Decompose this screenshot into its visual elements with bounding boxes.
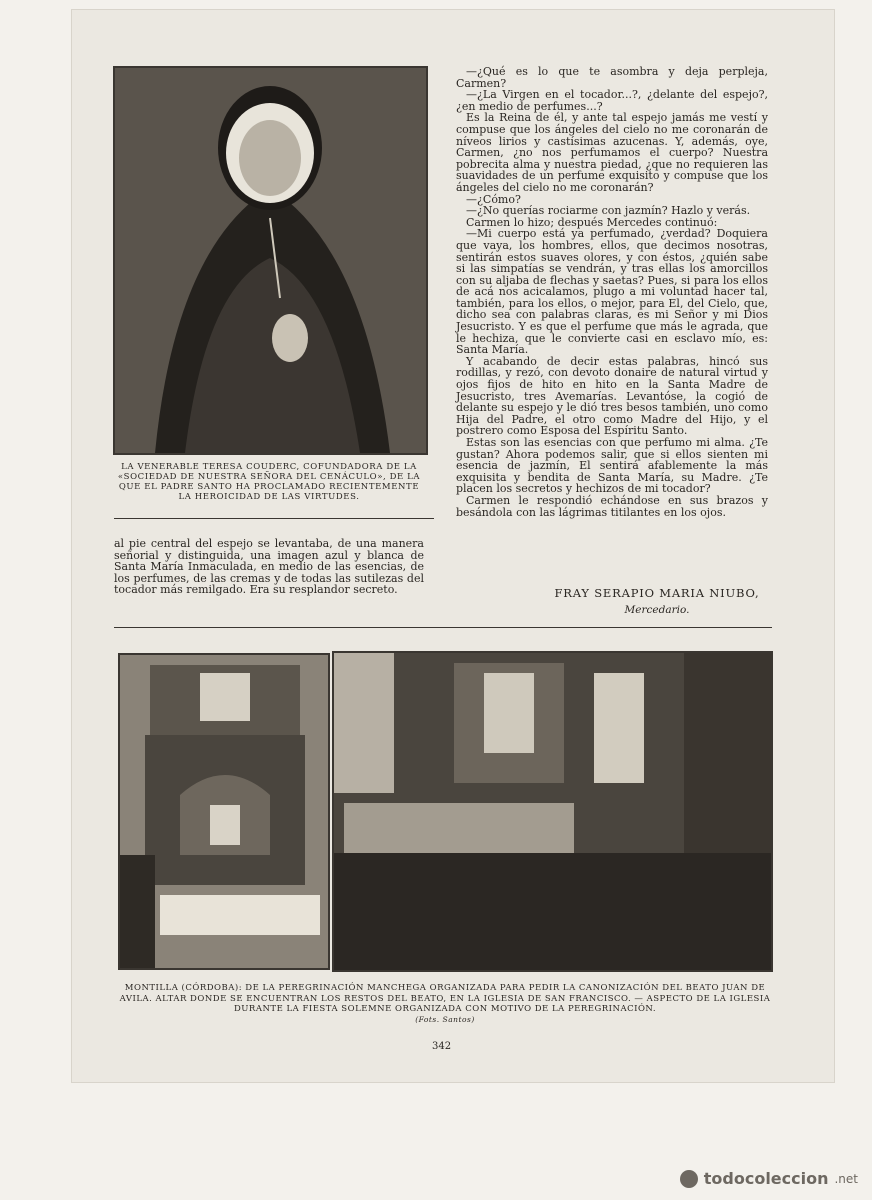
paragraph: Es la Reina de él, y ante tal espejo jamás me vestí y compuse que los ángeles del cielo no me coronarán de níveos lirios y castísimas azucenas. Y, además, oye, Carmen, ¿no nos perfumamos el cuerpo? Nuestra pobrecita alma y nuestra piedad, ¿que no requieren las suavidades de un perfume exquisito y compuse que los ángeles del cielo no me coronarán? bbox=[456, 111, 768, 194]
author-role: Mercedario. bbox=[624, 604, 690, 616]
nun-portrait-photo bbox=[113, 66, 428, 455]
paragraph: Estas son las esencias con que perfumo mi alma. ¿Te gustan? Ahora podemos salir, que si ellos sienten mi esencia de jazmín, El sentirá afablemente la más exquisita y bendita de Santa María, su Madre. ¿Te placen los secretos y hechizos de mi tocador? bbox=[456, 436, 768, 496]
paragraph: —¿No querías rociarme con jazmín? Hazlo y verás. bbox=[466, 204, 751, 218]
magazine-page bbox=[72, 10, 834, 1082]
watermark-suffix: .net bbox=[834, 1171, 858, 1186]
altar-photo bbox=[118, 653, 330, 970]
story-text-left-continuation bbox=[114, 538, 424, 596]
bottom-photos-caption bbox=[118, 983, 772, 1025]
author-signature bbox=[542, 586, 772, 616]
watermark bbox=[680, 1169, 858, 1188]
paragraph: Y acabando de decir estas palabras, hincó sus rodillas, y rezó, con devoto donaire de natural virtud y ojos fijos de hito en hito en la Santa Madre de Jesucristo, tres Avemarías. Levantóse, la cogió de delante su espejo y le dió tres besos también, uno como Hija del Padre, el otro como Madre del Hijo, y el postrero como Esposa del Espíritu Santo. bbox=[456, 354, 768, 438]
church-interior-photo bbox=[332, 651, 773, 972]
page-number: 342 bbox=[432, 1041, 452, 1052]
paragraph: —¿Cómo? bbox=[466, 192, 521, 206]
paragraph: —¿La Virgen en el tocador...?, ¿delante del espejo?, ¿en medio de perfumes...? bbox=[456, 88, 768, 113]
paragraph: Carmen le respondió echándose en sus brazos y besándola con las lágrimas titilantes en los ojos. bbox=[456, 493, 768, 519]
divider bbox=[114, 627, 772, 628]
paragraph: Carmen lo hizo; después Mercedes continuó: bbox=[466, 215, 718, 229]
story-text-right-column bbox=[456, 66, 768, 518]
divider bbox=[114, 518, 434, 519]
paragraph: —¿Qué es lo que te asombra y deja perpleja, Carmen? bbox=[456, 65, 768, 90]
caption-text: MONTILLA (CÓRDOBA): DE LA PEREGRINACIÓN MANCHEGA ORGANIZADA PARA PEDIR LA CANONIZACIÓN DEL BEATO JUAN DE AVILA. ALTAR DONDE SE ENCUENTRAN LOS RESTOS DEL BEATO, EN LA IGLESIA DE SAN FRANCISCO. — ASPECTO DE LA IGLESIA DURANTE LA FIESTA SOLEMNE ORGANIZADA CON MOTIVO DE LA PEREGRINACIÓN. bbox=[119, 983, 771, 1014]
watermark-brand: todocoleccion bbox=[703, 1169, 829, 1188]
portrait-caption: LA VENERABLE TERESA COUDERC, COFUNDADORA DE LA «SOCIEDAD DE NUESTRA SEÑORA DEL CENÁCULO», DE LA QUE EL PADRE SANTO HA PROCLAMADO RECIENTEMENTE LA HEROICIDAD DE LAS VIRTUDES. bbox=[117, 462, 421, 502]
paragraph: al pie central del espejo se levantaba, de una manera señorial y distinguida, una imagen azul y blanca de Santa María Inmaculada, en medio de las esencias, de los perfumes, de las cremas y de todas las sutilezas del tocador más remilgado. Era su resplandor secreto. bbox=[114, 537, 424, 597]
author-name: FRAY SERAPIO MARIA NIUBO, bbox=[554, 586, 760, 600]
photo-credit: (Fots. Santos) bbox=[415, 1014, 475, 1024]
logo-icon bbox=[680, 1170, 698, 1188]
paragraph: —Mi cuerpo está ya perfumado, ¿verdad? Doquiera que vaya, los hombres, ellos, que decimos nosotras, sentirán estos suaves olores, y con éstos, ¿quién sabe si las simpatías se vendrán, y tras ellas los amorcillos con su aljaba de flechas y saetas? Pues, si para los ellos de acá nos acicalamos, plugo a mi voluntad hacer tal, también, para los ellos, o mejor, para El, del Cielo, que, dicho sea con palabras claras, es mi Señor y mi Dios Jesucristo. Y es que el perfume que más le agrada, que le hechiza, que le convierte casi en esclavo mío, es: Santa María. bbox=[456, 227, 768, 357]
